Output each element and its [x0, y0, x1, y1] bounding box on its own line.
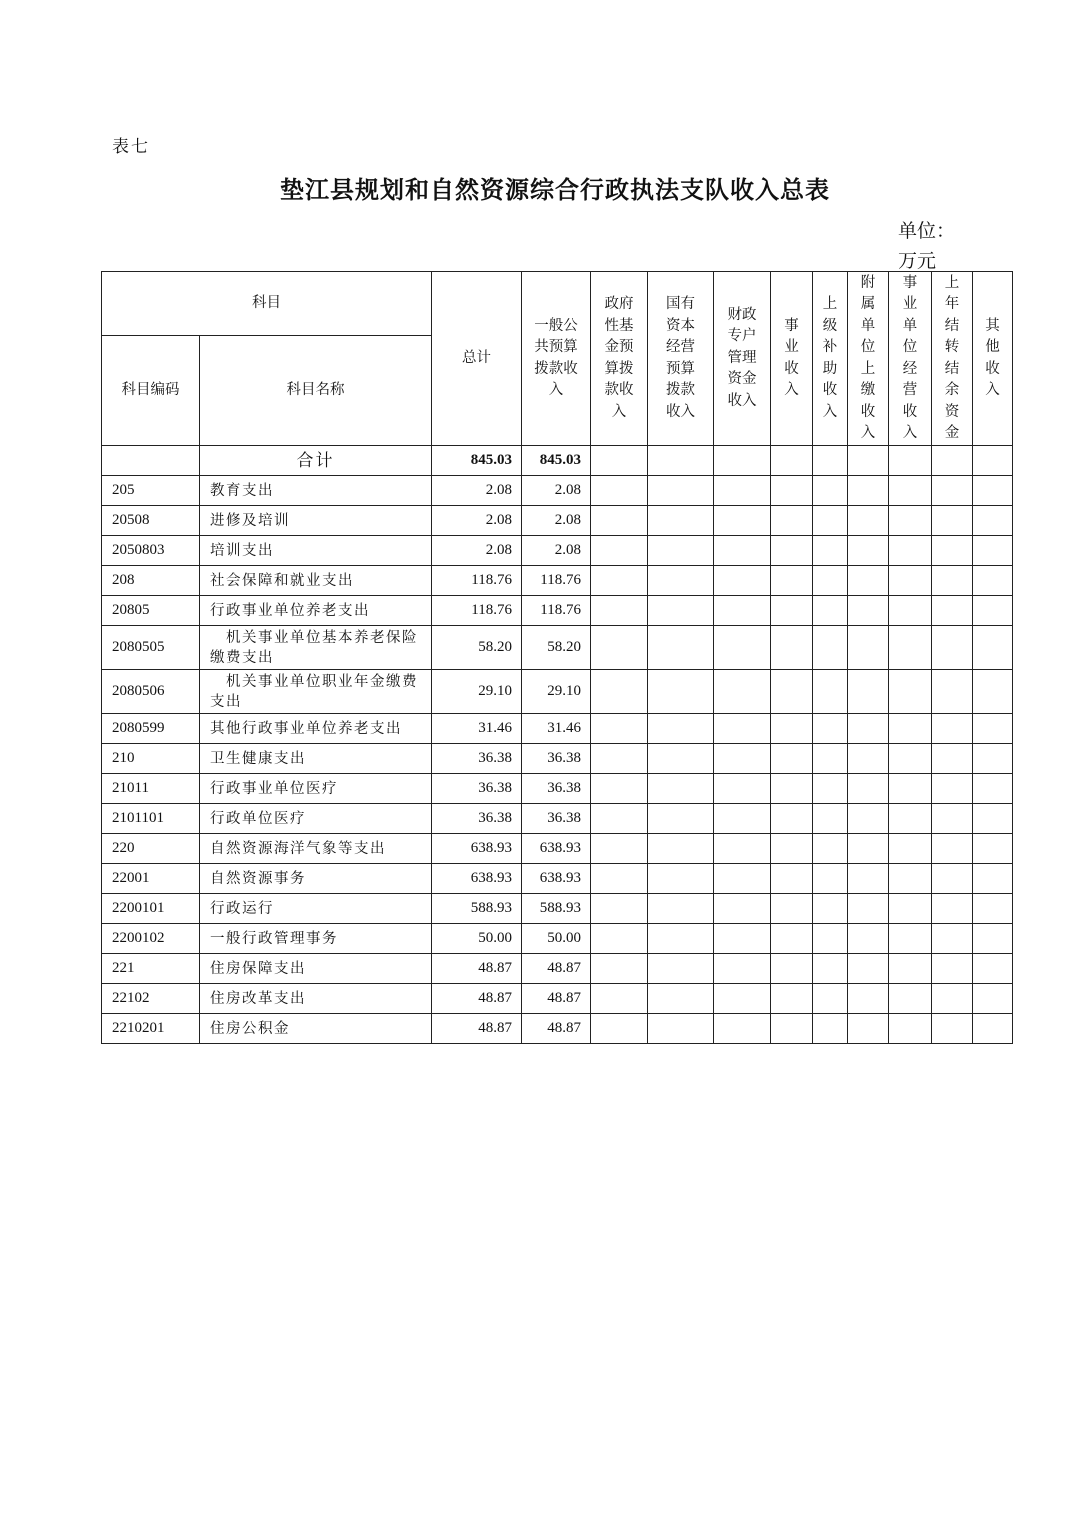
empty-cell — [714, 804, 771, 834]
empty-cell — [813, 670, 848, 714]
empty-cell — [848, 894, 889, 924]
empty-cell — [889, 774, 932, 804]
empty-cell — [771, 804, 813, 834]
empty-cell — [771, 894, 813, 924]
table-number: 表七 — [112, 137, 150, 157]
empty-cell — [889, 506, 932, 536]
row-general-budget: 50.00 — [522, 924, 591, 954]
empty-cell — [714, 864, 771, 894]
row-name: 自然资源海洋气象等支出 — [200, 834, 432, 864]
empty-cell — [771, 744, 813, 774]
row-name: 教育支出 — [200, 476, 432, 506]
table-row — [102, 566, 1013, 596]
row-name: 进修及培训 — [200, 506, 432, 536]
row-name: 行政运行 — [200, 894, 432, 924]
empty-cell — [973, 954, 1013, 984]
empty-cell — [973, 894, 1013, 924]
row-code: 22102 — [102, 984, 200, 1014]
row-general-budget: 118.76 — [522, 596, 591, 626]
row-total: 588.93 — [432, 894, 522, 924]
empty-cell — [932, 596, 973, 626]
empty-cell — [771, 596, 813, 626]
empty-cell — [771, 714, 813, 744]
empty-cell — [848, 506, 889, 536]
row-general-budget: 638.93 — [522, 834, 591, 864]
empty-cell — [973, 626, 1013, 670]
empty-cell — [848, 954, 889, 984]
row-total: 118.76 — [432, 566, 522, 596]
empty-cell — [591, 670, 648, 714]
empty-cell — [714, 476, 771, 506]
empty-cell — [648, 774, 714, 804]
header-carryover: 上年结转结余资金 — [932, 272, 973, 446]
empty-cell — [932, 984, 973, 1014]
empty-cell — [648, 834, 714, 864]
table-row — [102, 596, 1013, 626]
row-total: 118.76 — [432, 596, 522, 626]
row-total: 48.87 — [432, 1014, 522, 1044]
empty-cell — [889, 476, 932, 506]
empty-cell — [813, 476, 848, 506]
row-total: 48.87 — [432, 954, 522, 984]
empty-cell — [591, 566, 648, 596]
row-name: 培训支出 — [200, 536, 432, 566]
empty-cell — [813, 954, 848, 984]
row-code: 2080599 — [102, 714, 200, 744]
row-name: 卫生健康支出 — [200, 744, 432, 774]
row-name: 行政单位医疗 — [200, 804, 432, 834]
table-row — [102, 804, 1013, 834]
empty-cell — [813, 1014, 848, 1044]
empty-cell — [889, 566, 932, 596]
table-row — [102, 506, 1013, 536]
empty-cell — [771, 1014, 813, 1044]
row-code: 2080505 — [102, 626, 200, 670]
empty-cell — [813, 804, 848, 834]
row-general-budget: 638.93 — [522, 864, 591, 894]
header-affiliated: 附属单位上缴收入 — [848, 272, 889, 446]
row-total: 29.10 — [432, 670, 522, 714]
total-general: 845.03 — [522, 446, 591, 476]
empty-cell — [889, 924, 932, 954]
empty-cell — [848, 566, 889, 596]
empty-cell — [714, 536, 771, 566]
empty-cell — [714, 596, 771, 626]
row-general-budget: 36.38 — [522, 744, 591, 774]
empty-cell — [813, 984, 848, 1014]
table-row — [102, 924, 1013, 954]
header-business: 事业收入 — [771, 272, 813, 446]
row-total: 2.08 — [432, 536, 522, 566]
header-general-budget: 一般公共预算拨款收入 — [522, 272, 591, 446]
empty-cell — [771, 536, 813, 566]
empty-cell — [932, 834, 973, 864]
row-code: 20508 — [102, 506, 200, 536]
header-superior: 上级补助收入 — [813, 272, 848, 446]
empty-cell — [932, 670, 973, 714]
total-row — [102, 446, 1013, 476]
row-name: 自然资源事务 — [200, 864, 432, 894]
row-general-budget: 48.87 — [522, 984, 591, 1014]
row-total: 50.00 — [432, 924, 522, 954]
row-total: 58.20 — [432, 626, 522, 670]
empty-cell — [889, 596, 932, 626]
row-total: 31.46 — [432, 714, 522, 744]
row-general-budget: 118.76 — [522, 566, 591, 596]
empty-cell — [648, 506, 714, 536]
empty-cell — [591, 924, 648, 954]
empty-cell — [889, 1014, 932, 1044]
empty-cell — [648, 864, 714, 894]
empty-cell — [648, 744, 714, 774]
row-name: 行政事业单位医疗 — [200, 774, 432, 804]
empty-cell — [813, 626, 848, 670]
empty-cell — [932, 506, 973, 536]
empty-cell — [889, 864, 932, 894]
table-row — [102, 894, 1013, 924]
empty-cell — [813, 596, 848, 626]
empty-cell — [889, 834, 932, 864]
empty-cell — [591, 834, 648, 864]
empty-cell — [591, 894, 648, 924]
empty-cell — [648, 924, 714, 954]
empty-cell — [591, 476, 648, 506]
empty-cell — [771, 954, 813, 984]
empty-cell — [813, 714, 848, 744]
empty-cell — [973, 984, 1013, 1014]
empty-cell — [973, 1014, 1013, 1044]
empty-cell — [973, 834, 1013, 864]
empty-cell — [973, 670, 1013, 714]
row-code: 2210201 — [102, 1014, 200, 1044]
empty-cell — [932, 626, 973, 670]
table-row — [102, 774, 1013, 804]
empty-cell — [848, 984, 889, 1014]
header-fiscal-special: 财政专户管理资金收入 — [714, 272, 771, 446]
empty-cell — [813, 834, 848, 864]
empty-cell — [591, 804, 648, 834]
empty-cell — [848, 804, 889, 834]
empty-cell — [714, 744, 771, 774]
empty-cell — [932, 1014, 973, 1044]
empty-cell — [591, 774, 648, 804]
empty-cell — [714, 626, 771, 670]
table-row — [102, 536, 1013, 566]
total-label: 合计 — [200, 446, 432, 476]
row-code: 21011 — [102, 774, 200, 804]
empty-cell — [714, 1014, 771, 1044]
row-general-budget: 2.08 — [522, 476, 591, 506]
header-total: 总计 — [432, 272, 522, 446]
row-general-budget: 29.10 — [522, 670, 591, 714]
row-code: 22001 — [102, 864, 200, 894]
row-name: 行政事业单位养老支出 — [200, 596, 432, 626]
row-total: 48.87 — [432, 984, 522, 1014]
empty-cell — [714, 670, 771, 714]
row-general-budget: 2.08 — [522, 506, 591, 536]
row-general-budget: 48.87 — [522, 1014, 591, 1044]
empty-cell — [714, 506, 771, 536]
empty-cell — [848, 834, 889, 864]
empty-cell — [932, 894, 973, 924]
unit-value: 万元 — [898, 250, 937, 272]
empty-cell — [813, 774, 848, 804]
table-row — [102, 744, 1013, 774]
empty-cell — [591, 626, 648, 670]
empty-cell — [813, 864, 848, 894]
row-total: 36.38 — [432, 774, 522, 804]
empty-cell — [889, 670, 932, 714]
empty-cell — [932, 804, 973, 834]
table-row — [102, 864, 1013, 894]
row-general-budget: 58.20 — [522, 626, 591, 670]
row-general-budget: 48.87 — [522, 954, 591, 984]
empty-cell — [932, 774, 973, 804]
empty-cell — [813, 536, 848, 566]
empty-cell — [889, 984, 932, 1014]
row-code: 210 — [102, 744, 200, 774]
header-subject: 科目 — [102, 272, 432, 336]
empty-cell — [648, 804, 714, 834]
empty-cell — [771, 506, 813, 536]
row-general-budget: 36.38 — [522, 774, 591, 804]
table-row — [102, 984, 1013, 1014]
empty-cell — [848, 536, 889, 566]
table-row — [102, 626, 1013, 670]
row-total: 2.08 — [432, 506, 522, 536]
empty-cell — [771, 566, 813, 596]
header-name: 科目名称 — [200, 336, 432, 446]
empty-cell — [648, 714, 714, 744]
empty-cell — [973, 536, 1013, 566]
empty-cell — [648, 1014, 714, 1044]
income-summary-table — [101, 271, 1013, 1044]
empty-cell — [848, 744, 889, 774]
empty-cell — [889, 894, 932, 924]
row-total: 36.38 — [432, 744, 522, 774]
empty-cell — [714, 714, 771, 744]
unit-label: 单位： — [898, 220, 956, 242]
empty-cell — [648, 984, 714, 1014]
table-row — [102, 834, 1013, 864]
row-code: 2050803 — [102, 536, 200, 566]
total-amount: 845.03 — [432, 446, 522, 476]
empty-cell — [591, 714, 648, 744]
table-row — [102, 954, 1013, 984]
empty-cell — [973, 774, 1013, 804]
row-general-budget: 31.46 — [522, 714, 591, 744]
empty-cell — [813, 744, 848, 774]
page-title: 垫江县规划和自然资源综合行政执法支队收入总表 — [280, 175, 830, 204]
empty-cell — [932, 744, 973, 774]
empty-cell — [714, 984, 771, 1014]
empty-cell — [973, 804, 1013, 834]
empty-cell — [973, 596, 1013, 626]
row-general-budget: 2.08 — [522, 536, 591, 566]
empty-cell — [714, 954, 771, 984]
empty-cell — [973, 744, 1013, 774]
empty-cell — [973, 476, 1013, 506]
header-operating: 事业单位经营收入 — [889, 272, 932, 446]
row-total: 36.38 — [432, 804, 522, 834]
empty-cell — [889, 954, 932, 984]
empty-cell — [889, 536, 932, 566]
table-row — [102, 670, 1013, 714]
empty-cell — [714, 774, 771, 804]
empty-cell — [973, 566, 1013, 596]
empty-cell — [648, 894, 714, 924]
header-gov-fund: 政府性基金预算拨款收入 — [591, 272, 648, 446]
empty-cell — [889, 804, 932, 834]
table-row — [102, 714, 1013, 744]
empty-cell — [771, 774, 813, 804]
row-total: 2.08 — [432, 476, 522, 506]
table-row — [102, 476, 1013, 506]
row-general-budget: 588.93 — [522, 894, 591, 924]
row-code: 205 — [102, 476, 200, 506]
empty-cell — [648, 536, 714, 566]
empty-cell — [932, 536, 973, 566]
row-name: 机关事业单位职业年金缴费支出 — [200, 670, 432, 714]
row-total: 638.93 — [432, 834, 522, 864]
empty-cell — [591, 506, 648, 536]
empty-cell — [889, 626, 932, 670]
empty-cell — [591, 954, 648, 984]
row-code: 2200101 — [102, 894, 200, 924]
empty-cell — [932, 954, 973, 984]
row-name: 住房公积金 — [200, 1014, 432, 1044]
empty-cell — [932, 714, 973, 744]
empty-cell — [771, 476, 813, 506]
empty-cell — [932, 476, 973, 506]
row-code: 208 — [102, 566, 200, 596]
row-code: 221 — [102, 954, 200, 984]
empty-cell — [648, 670, 714, 714]
row-code: 2101101 — [102, 804, 200, 834]
empty-cell — [848, 670, 889, 714]
row-name: 住房改革支出 — [200, 984, 432, 1014]
empty-cell — [932, 566, 973, 596]
empty-cell — [648, 476, 714, 506]
empty-cell — [771, 924, 813, 954]
row-name: 社会保障和就业支出 — [200, 566, 432, 596]
empty-cell — [648, 626, 714, 670]
empty-cell — [591, 536, 648, 566]
row-code: 2200102 — [102, 924, 200, 954]
row-code: 2080506 — [102, 670, 200, 714]
header-state-capital: 国有资本经营预算拨款收入 — [648, 272, 714, 446]
empty-cell — [771, 626, 813, 670]
empty-cell — [813, 566, 848, 596]
empty-cell — [932, 924, 973, 954]
header-other: 其他收入 — [973, 272, 1013, 446]
table-row — [102, 1014, 1013, 1044]
row-general-budget: 36.38 — [522, 804, 591, 834]
empty-cell — [714, 566, 771, 596]
empty-cell — [813, 894, 848, 924]
row-name: 住房保障支出 — [200, 954, 432, 984]
empty-cell — [848, 864, 889, 894]
empty-cell — [591, 864, 648, 894]
empty-cell — [973, 714, 1013, 744]
empty-cell — [932, 864, 973, 894]
empty-cell — [889, 714, 932, 744]
empty-cell — [813, 924, 848, 954]
empty-cell — [973, 864, 1013, 894]
row-name: 一般行政管理事务 — [200, 924, 432, 954]
row-code: 20805 — [102, 596, 200, 626]
empty-cell — [648, 596, 714, 626]
empty-cell — [848, 924, 889, 954]
empty-cell — [848, 596, 889, 626]
empty-cell — [889, 744, 932, 774]
empty-cell — [714, 834, 771, 864]
empty-cell — [771, 984, 813, 1014]
empty-cell — [813, 506, 848, 536]
empty-cell — [848, 714, 889, 744]
empty-cell — [648, 954, 714, 984]
empty-cell — [771, 864, 813, 894]
empty-cell — [714, 894, 771, 924]
row-total: 638.93 — [432, 864, 522, 894]
empty-cell — [973, 924, 1013, 954]
row-code: 220 — [102, 834, 200, 864]
empty-cell — [591, 1014, 648, 1044]
empty-cell — [591, 596, 648, 626]
empty-cell — [848, 476, 889, 506]
empty-cell — [973, 506, 1013, 536]
empty-cell — [714, 924, 771, 954]
empty-cell — [771, 834, 813, 864]
empty-cell — [848, 1014, 889, 1044]
row-name: 机关事业单位基本养老保险缴费支出 — [200, 626, 432, 670]
empty-cell — [591, 744, 648, 774]
row-name: 其他行政事业单位养老支出 — [200, 714, 432, 744]
empty-cell — [848, 774, 889, 804]
header-code: 科目编码 — [102, 336, 200, 446]
empty-cell — [848, 626, 889, 670]
empty-cell — [591, 984, 648, 1014]
empty-cell — [771, 670, 813, 714]
empty-cell — [648, 566, 714, 596]
